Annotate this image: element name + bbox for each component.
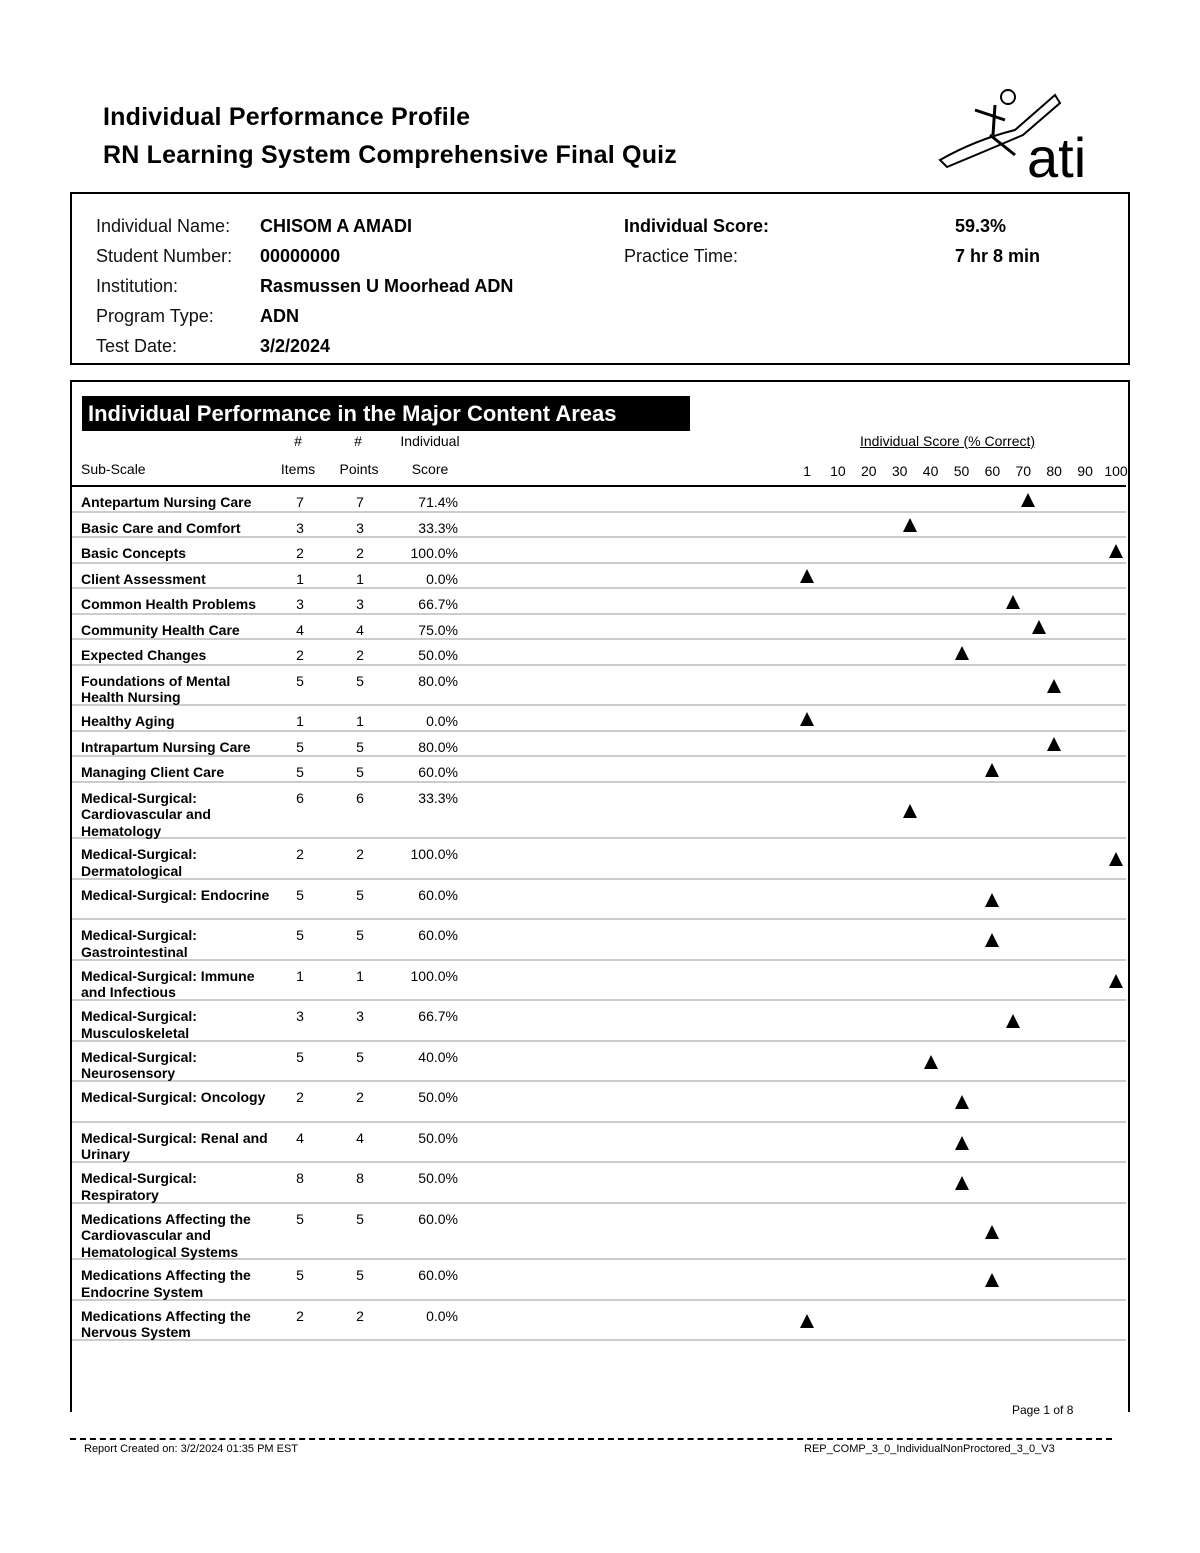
points-count: 6 [356,789,364,806]
items-count: 3 [296,1008,304,1024]
subscale-name: Medical-Surgical: Gastrointestinal [81,927,197,960]
table-row [72,961,1126,1002]
points-count: 5 [356,1267,364,1283]
items-count: 2 [296,846,304,862]
items-count: 4 [296,1129,304,1146]
score-marker [924,1055,938,1069]
table-row [72,839,1126,880]
points-count: 5 [356,764,364,780]
ati-logo [935,85,1110,185]
score-marker [800,569,814,583]
score-value: 100.0% [410,967,458,984]
score-marker [1006,1014,1020,1028]
score-marker [955,1095,969,1109]
score-value: 66.7% [418,596,458,612]
points-count: 5 [356,672,364,689]
table-row [72,1260,1126,1301]
score-value: 100.0% [410,846,458,862]
report-created: Report Created on: 3/2/2024 01:35 PM EST [84,1443,299,1455]
student-number-value: 00000000 [260,246,341,266]
items-count: 5 [296,1267,304,1283]
table-row [72,1163,1126,1204]
subscale-name: Medical-Surgical: Immune and Infectious [81,967,255,1000]
report-title: Individual Performance Profile [103,103,471,131]
score-value: 60.0% [418,886,458,903]
items-count: 5 [296,738,304,755]
score-value: 60.0% [418,1267,458,1283]
score-value: 66.7% [418,1008,458,1024]
score-marker [1109,544,1123,558]
score-header-top: Individual [400,433,460,449]
subscale-name: Medical-Surgical: Cardiovascular and Hematology [81,789,211,839]
table-row [72,880,1126,921]
items-count: 7 [296,494,304,510]
score-value: 0.0% [426,570,458,587]
items-header: Items [280,461,316,477]
subscale-name: Medications Affecting the Endocrine System [81,1267,251,1300]
items-count: 2 [296,647,304,663]
items-count: 6 [296,789,304,806]
score-marker [985,1273,999,1287]
logo-text: ati [1027,126,1087,185]
table-row [72,666,1126,707]
points-count: 2 [356,846,364,862]
items-header-hash: # [294,433,302,449]
items-count: 8 [296,1170,304,1186]
subscale-name: Medical-Surgical: Renal and Urinary [81,1129,268,1162]
score-marker [1032,620,1046,634]
points-count: 8 [356,1170,364,1186]
points-count: 1 [356,967,364,984]
items-count: 5 [296,1210,304,1227]
page-number: Page 1 of 8 [1012,1403,1074,1417]
score-marker [1006,595,1020,609]
table-row [72,706,1126,732]
scale-title: Individual Score (% Correct) [860,433,1036,449]
points-count: 5 [356,886,364,903]
points-count: 7 [356,494,364,510]
score-value: 50.0% [418,1089,458,1105]
subscale-name: Medical-Surgical: Endocrine [81,886,270,903]
table-row [72,564,1126,590]
points-count: 5 [356,927,364,943]
table-row [72,640,1126,666]
score-header: Score [411,461,449,477]
points-count: 3 [356,596,364,612]
student-number-label: Student Number: [96,246,233,266]
score-marker [800,1314,814,1328]
points-count: 2 [356,647,364,663]
subscale-name: Medical-Surgical: Neurosensory [81,1048,197,1081]
items-count: 5 [296,672,304,689]
score-marker [1047,737,1061,751]
scale-tick: 10 [830,463,846,479]
table-row [72,783,1126,840]
score-value: 33.3% [418,519,458,536]
score-value: 50.0% [418,1129,458,1146]
table-row [72,1082,1126,1123]
table-row [72,732,1126,758]
score-value: 71.4% [418,494,458,510]
subscale-name: Intrapartum Nursing Care [81,738,251,755]
score-value: 33.3% [418,789,458,806]
items-count: 1 [296,713,304,729]
points-count: 4 [356,1129,364,1146]
items-count: 2 [296,1089,304,1105]
name-label: Individual Name: [96,216,231,236]
points-count: 4 [356,621,364,638]
subscale-name: Client Assessment [81,570,206,587]
table-row [72,589,1126,615]
table-row [72,538,1126,564]
scale-tick: 80 [1046,463,1062,479]
subscale-name: Managing Client Care [81,764,225,780]
scale-tick: 40 [922,463,939,479]
points-count: 5 [356,1210,364,1227]
score-value: 100.0% [410,545,458,561]
score-value: 40.0% [418,1048,458,1065]
subscale-name: Common Health Problems [81,596,257,612]
score-value: 60.0% [418,764,458,780]
subscale-name: Foundations of Mental Health Nursing [81,672,231,705]
subscale-name: Community Health Care [81,621,240,638]
quiz-title: RN Learning System Comprehensive Final Quiz [103,141,678,169]
subscale-name: Medications Affecting the Nervous System [81,1307,251,1340]
table-row [72,1042,1126,1083]
scale-tick: 30 [891,463,908,479]
items-count: 5 [296,1048,304,1065]
score-marker [903,804,917,818]
points-count: 1 [356,713,364,729]
score-marker [955,646,969,660]
table-row [72,757,1126,783]
table-row [72,920,1126,961]
score-marker [800,712,814,726]
report-code: REP_COMP_3_0_IndividualNonProctored_3_0_V3 [804,1443,1055,1455]
items-count: 5 [296,886,304,903]
score-marker [955,1136,969,1150]
items-count: 3 [296,596,304,612]
table-row [72,1123,1126,1164]
score-value: 0.0% [426,1307,458,1324]
table-row [72,1204,1126,1261]
score-value: 0.0% [426,713,458,729]
scale-tick: 70 [1015,463,1032,479]
items-count: 5 [296,764,304,780]
table-row [72,513,1126,539]
points-header: Points [339,461,379,477]
subscale-name: Expected Changes [81,647,207,663]
points-header-hash: # [354,433,362,449]
items-count: 1 [296,570,304,587]
table-row [72,1001,1126,1042]
score-marker [903,518,917,532]
subscale-name: Basic Care and Comfort [81,519,241,536]
subscale-name: Basic Concepts [81,545,187,561]
points-count: 2 [356,545,364,561]
practice-time-label: Practice Time: [624,246,739,266]
score-marker [1021,493,1035,507]
points-count: 2 [356,1307,364,1324]
score-value: 50.0% [418,1170,458,1186]
subscale-name: Medications Affecting the Cardiovascular and Hematological Systems [81,1210,251,1260]
items-count: 4 [296,621,304,638]
subscale-name: Medical-Surgical: Musculoskeletal [81,1008,197,1041]
points-count: 3 [356,1008,364,1024]
score-value: 80.0% [418,672,458,689]
score-marker [985,893,999,907]
score-marker [955,1176,969,1190]
subscale-name: Medical-Surgical: Respiratory [81,1170,197,1203]
items-count: 2 [296,545,304,561]
scale-tick: 1 [803,463,811,479]
table-row [72,615,1126,641]
score-marker [1047,679,1061,693]
score-value: 60.0% [418,927,458,943]
test-date-label: Test Date: [96,336,178,356]
score-value: 80.0% [418,738,458,755]
score-value: 50.0% [418,647,458,663]
items-count: 3 [296,519,304,536]
score-marker [985,763,999,777]
table-row [72,487,1126,513]
points-count: 5 [356,738,364,755]
score-marker [985,1225,999,1239]
program-type-value: ADN [260,306,299,326]
items-count: 5 [296,927,304,943]
score-value: 75.0% [418,621,458,638]
subscale-name: Medical-Surgical: Dermatological [81,846,197,879]
score-marker [985,933,999,947]
name-value: CHISOM A AMADI [260,216,412,236]
scale-tick: 20 [861,463,877,479]
items-count: 1 [296,967,304,984]
institution-label: Institution: [96,276,179,296]
points-count: 1 [356,570,364,587]
items-count: 2 [296,1307,304,1324]
score-value: 60.0% [418,1210,458,1227]
individual-score-value: 59.3% [955,216,1007,236]
score-marker [1109,852,1123,866]
section-title: Individual Performance in the Major Content Areas [82,396,690,431]
subscale-name: Medical-Surgical: Oncology [81,1089,266,1105]
scale-tick: 50 [953,463,970,479]
footer-divider [70,1438,1112,1440]
practice-time-value: 7 hr 8 min [955,246,1041,266]
subscale-header: Sub-Scale [81,461,146,477]
test-date-value: 3/2/2024 [260,336,331,356]
individual-score-label: Individual Score: [624,216,770,236]
scale-tick: 90 [1077,463,1093,479]
subscale-name: Antepartum Nursing Care [81,494,252,510]
scale-tick: 60 [984,463,1001,479]
program-type-label: Program Type: [96,306,214,326]
table-row [72,1301,1126,1342]
institution-value: Rasmussen U Moorhead ADN [260,276,514,296]
points-count: 3 [356,519,364,536]
subscale-name: Healthy Aging [81,713,175,729]
points-count: 2 [356,1089,364,1105]
points-count: 5 [356,1048,364,1065]
score-marker [1109,974,1123,988]
scale-tick: 100 [1104,463,1128,479]
